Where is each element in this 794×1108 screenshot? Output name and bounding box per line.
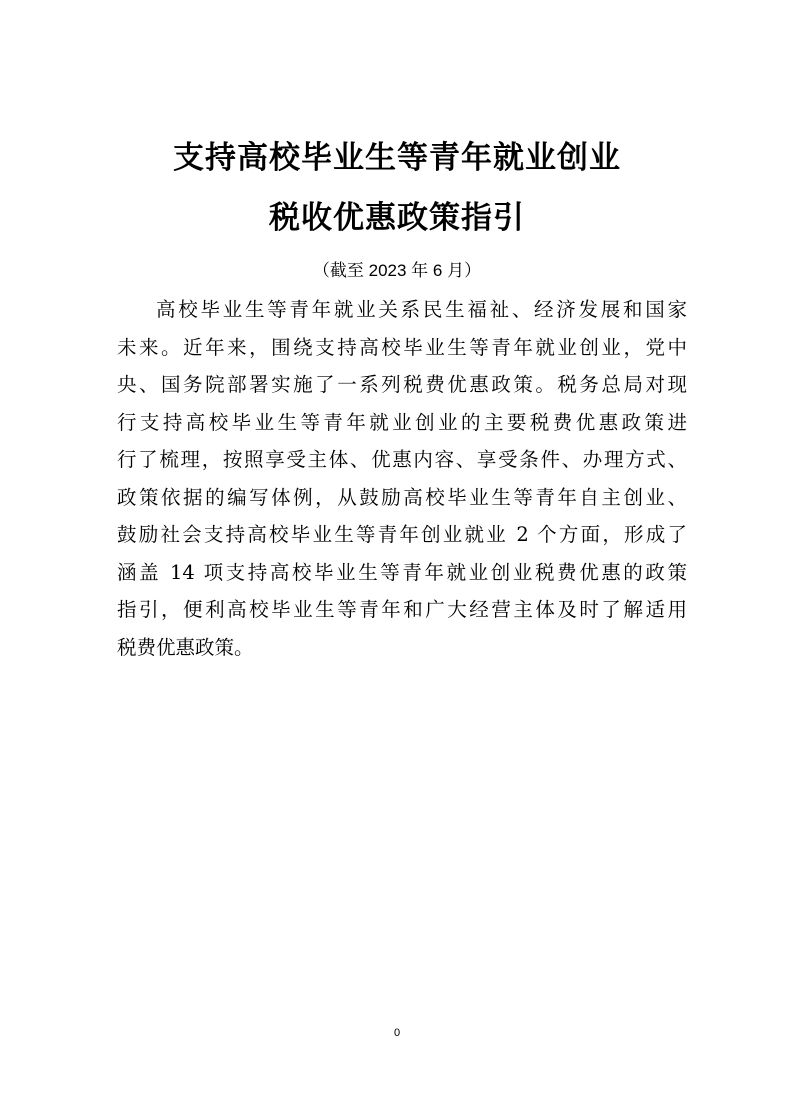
body-line: 政策依据的编写体例，从鼓励高校毕业生等青年自主创业、 xyxy=(117,485,687,509)
page-number: 0 xyxy=(393,1027,401,1039)
body-line: 指引，便利高校毕业生等青年和广大经营主体及时了解适用 xyxy=(117,598,687,621)
document-title-line-2: 税收优惠政策指引 xyxy=(269,200,525,236)
body-line: 行支持高校毕业生等青年就业创业的主要税费优惠政策进 xyxy=(117,410,687,434)
body-line: 央、国务院部署实施了一系列税费优惠政策。税务总局对现 xyxy=(117,373,687,396)
body-paragraph xyxy=(117,291,687,666)
body-line: 税费优惠政策。 xyxy=(117,635,254,659)
body-line: 高校毕业生等青年就业关系民生福祉、经济发展和国家 xyxy=(156,298,687,321)
body-line: 行了梳理，按照享受主体、优惠内容、享受条件、办理方式、 xyxy=(117,448,687,471)
body-line: 未来。近年来，围绕支持高校毕业生等青年就业创业，党中 xyxy=(117,335,687,359)
body-line: 鼓励社会支持高校毕业生等青年创业就业 2 个方面，形成了 xyxy=(117,523,687,546)
body-line: 涵盖 14 项支持高校毕业生等青年就业创业税费优惠的政策 xyxy=(117,560,687,584)
document-title-line-1: 支持高校毕业生等青年就业创业 xyxy=(173,140,621,176)
date-note: （截至 2023 年 6 月） xyxy=(312,261,482,280)
